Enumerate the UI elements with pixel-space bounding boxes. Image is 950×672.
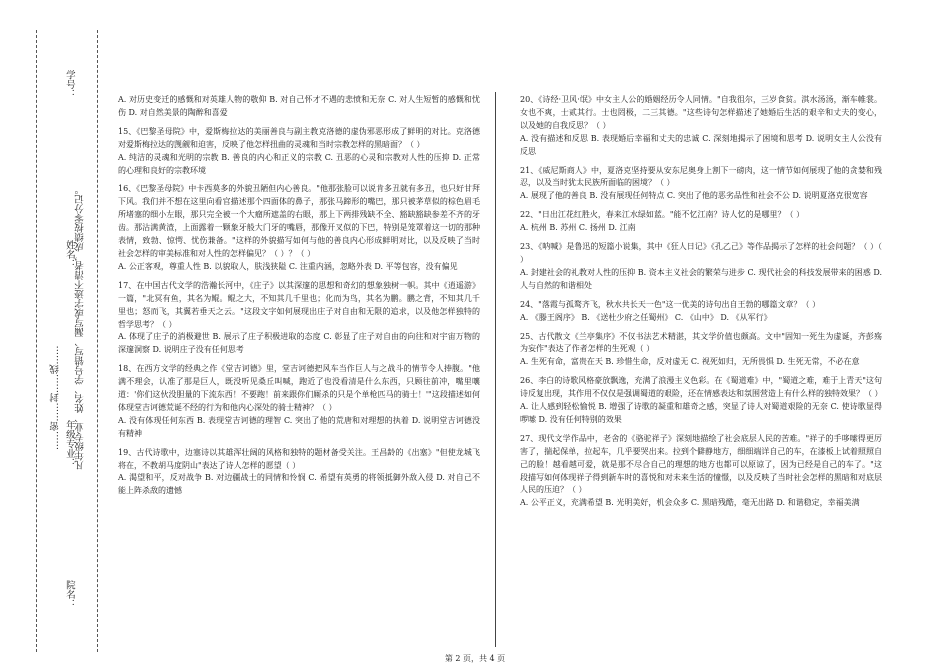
- seal-line-outer: [36, 30, 37, 652]
- left-column: [118, 94, 480, 504]
- question-options: A. 让人感到轻松愉悦 B. 增强了诗歌的凝重和雄奇之感，突显了诗人对蜀道艰险的无奈 C. 使诗歌显得啰嗦 D. 没有任何特别的效果: [520, 402, 882, 424]
- question-q17: [118, 280, 480, 357]
- question-q18: [118, 363, 480, 440]
- question-options: A. 公正客观，尊重人性 B. 以貌取人，肤浅狭隘 C. 注重内涵，忽略外表 D. 平等包容，没有偏见: [118, 261, 458, 271]
- question-options: A. 展现了他的善良 B. 没有展现任何特点 C. 突出了他的恶劣品性和社会不公 D. 说明夏洛克很宽容: [520, 191, 868, 201]
- question-stem: 22、"日出江花红胜火，春来江水绿如蓝。"能不忆江南？诗人忆的是哪里？（ ）: [520, 210, 805, 220]
- right-column: [520, 94, 882, 516]
- question-q21: [520, 165, 882, 204]
- question-q27: [520, 433, 882, 510]
- question-stem: 15、《巴黎圣母院》中，爱斯梅拉达的美丽善良与副主教克洛德的虚伪邪恶形成了鲜明的对比。克洛德对爱斯梅拉达的觊觎和迫害，反映了他怎样扭曲的灵魂和当时宗教怎样的黑暗面？（ ）: [118, 126, 480, 149]
- question-options: A. 《滕王阁序》 B. 《送杜少府之任蜀州》 C. 《山中》 D. 《从军行》: [520, 312, 772, 322]
- class-label: 年级专业：: [63, 420, 75, 468]
- question-options: A. 体现了庄子的消极避世 B. 展示了庄子积极进取的态度 C. 彰显了庄子对自由的向往和对宇宙万物的深邃洞察 D. 说明庄子没有任何思考: [118, 332, 480, 355]
- seal-line-text: ……密……封……线……: [50, 345, 61, 450]
- question-stem: 21、《威尼斯商人》中，夏洛克坚持要从安东尼奥身上割下一磅肉，这一情节如何展现了他的贪婪和残忍，以及当时犹太民族所面临的困境？（ ）: [520, 165, 882, 188]
- name-label: 姓名：: [63, 240, 75, 269]
- question-stem: 24、"落霞与孤鹜齐飞，秋水共长天一色"这一优美的诗句出自王勃的哪篇文章？（ ）: [520, 299, 821, 309]
- question-options: A. 纯洁的灵魂和光明的宗教 B. 善良的内心和正义的宗教 C. 丑恶的心灵和宗教对人性的压抑 D. 正常的心理和良好的宗教环境: [118, 152, 480, 175]
- seal-notice: 凡年级专业、姓名、学号错写、漏写或字迹不清者，成绩按零分记。: [75, 185, 86, 470]
- question-stem: 27、现代文学作品中，老舍的《骆驼祥子》深刻地描绘了社会底层人民的苦难。"祥子的手哆嗦得更厉害了，揣起保单，拉起车，几乎要哭出来。拉到个僻静地方，细细端详自己的车，在漆板上试着照照自己的脸！越看越可爱，就是那不尽合自己的理想的地方也都可以原谅了，因为已经是自己的车了。"这段描写如何体现祥子得到新车时的喜悦和对未来生活的憧憬，以及反映了当时社会怎样的黑暗和对底层人民的压迫？（ ）: [520, 433, 882, 495]
- question-q15: [118, 126, 480, 178]
- question-stem: 16、《巴黎圣母院》中卡西莫多的外貌丑陋但内心善良。"他那张脸可以说肯多丑就有多丑，也只好甘拜下风。我们并不想在这里向看官描述那个四面体的鼻子，那张马蹄形的嘴巴，那只被茅草似的棕色眉毛所堵塞的细小左眼，那只完全被一个大瘤所遮盖的右眼，那上下两排残缺不全、豁缺豁缺参差不齐的牙齿。那沾满黄渣，上面露着一颗象牙般大门牙的嘴唇，那像开叉似的下巴，特别是笼罩着这一切的那种表情，致勃、惊愕、忧伤兼备。"这样的外貌描写如何与他的善良内心形成鲜明对比，以及反映了当时社会怎样的审美标准和对人性的怎样偏见？（ ）？（ ）: [118, 184, 480, 258]
- question-stem: 18、在西方文学的经典之作《堂吉诃德》里，堂吉诃德把风车当作巨人与之战斗的情节令人捧腹。"他满不理会，认准了那是巨人，既没听见桑丘叫喊，跑近了也没看清是什么东西，只顾往前冲，嘴里嚷道：'你们这伙没胆量的下流东西！不要跑！前来跟你们厮杀的只是个单枪匹马的骑士！'"这段描述如何体现堂吉诃德荒诞不经的行为和他内心深处的骑士精神？（ ）: [118, 364, 480, 412]
- column-divider: [495, 92, 496, 647]
- question-q20: [520, 94, 882, 159]
- question-stem: 20、《诗经·卫风·氓》中女主人公的婚姻经历令人同情。"自我徂尔，三岁食贫。淇水汤汤，渐车帷裳。女也不爽，士贰其行。士也罔极，二三其德。"这些诗句怎样描述了她婚后生活的艰辛和丈夫的变心，以及她的自我反思？（ ）: [520, 95, 882, 130]
- question-options: A. 封建社会的礼教对人性的压抑 B. 资本主义社会的繁荣与进步 C. 现代社会的科技发展带来的困惑 D. 人与自然的和谐相处: [520, 267, 882, 290]
- question-q24: [520, 299, 882, 325]
- question-options: A. 公平正义，充满希望 B. 光明美好，机会众多 C. 黑暗残酷，毫无出路 D. 和谐稳定，幸福美满: [520, 498, 860, 508]
- question-q16: [118, 183, 480, 273]
- question-q26: [520, 375, 882, 427]
- question-options: A. 对历史变迁的感慨和对英雄人物的敬仰 B. 对自己怀才不遇的悲愤和无奈 C. 对人生短暂的感慨和忧伤 D. 对自然美景的陶醉和喜爱: [118, 95, 480, 117]
- question-options: A. 杭州 B. 苏州 C. 扬州 D. 江南: [520, 223, 636, 233]
- question-q25: [520, 331, 882, 370]
- question-stem: 26、李白的诗歌风格豪放飘逸，充满了浪漫主义色彩。在《蜀道难》中，"蜀道之难，难于上青天"这句诗反复出现，其作用不仅仅是强调蜀道的艰险，还在情感表达和氛围营造上有什么样的独特效果？（ ）: [520, 376, 883, 399]
- question-q22: [520, 209, 882, 235]
- question-q14-opts: [118, 94, 480, 120]
- question-stem: 17、在中国古代文学的浩瀚长河中，《庄子》以其深邃的思想和奇幻的想象独树一帜。其中《逍遥游》一篇，"北冥有鱼，其名为鲲。鲲之大，不知其几千里也；化而为鸟，其名为鹏。鹏之背，不知其几千里也；怒而飞，其翼若垂天之云。"这段文字如何展现出庄子对自由和无限的追求，以及他怎样独特的哲学思考？（ ）: [118, 280, 480, 329]
- question-options: A. 没有体现任何东西 B. 表现堂吉诃德的理智 C. 突出了他的荒唐和对理想的执着 D. 说明堂吉诃德没有精神: [118, 415, 480, 438]
- question-options: A. 没有描述和反思 B. 表现婚后幸福和丈夫的忠诚 C. 深刻地揭示了困境和思考 D. 说明女主人公没有反思: [520, 133, 882, 156]
- question-stem: 25、古代散文《兰亭集序》不仅书法艺术精湛，其文学价值也颇高。文中"固知一死生为虚诞，齐彭殇为妄作"表达了作者怎样的生死观（ ）: [520, 331, 882, 354]
- question-stem: 19、古代诗歌中，边塞诗以其雄浑壮阔的风格和独特的题材备受关注。王昌龄的《出塞》"但使龙城飞将在，不教胡马度阴山"表达了诗人怎样的愿望（ ）: [118, 447, 480, 470]
- school-label: 院名：: [63, 580, 75, 609]
- question-q23: [520, 241, 882, 293]
- seal-line-inner: [97, 30, 98, 652]
- student-number-label: 学号：: [63, 70, 75, 99]
- page-footer: 第 2 页，共 4 页: [444, 654, 506, 663]
- question-options: A. 渴望和平，反对战争 B. 对边疆战士的同情和怜悯 C. 希望有英勇的将领抵御外敌入侵 D. 对自己不能上阵杀敌的遗憾: [118, 473, 480, 496]
- question-q19: [118, 447, 480, 499]
- binding-margin: [0, 0, 112, 672]
- question-stem: 23、《呐喊》是鲁迅的短篇小说集，其中《狂人日记》《孔乙己》等作品揭示了怎样的社会问题？（ ）（ ）: [520, 242, 882, 264]
- question-options: A. 生死有命，富贵在天 B. 珍惜生命，反对虚无 C. 视死如归，无所畏惧 D. 生死无常，不必在意: [520, 357, 860, 367]
